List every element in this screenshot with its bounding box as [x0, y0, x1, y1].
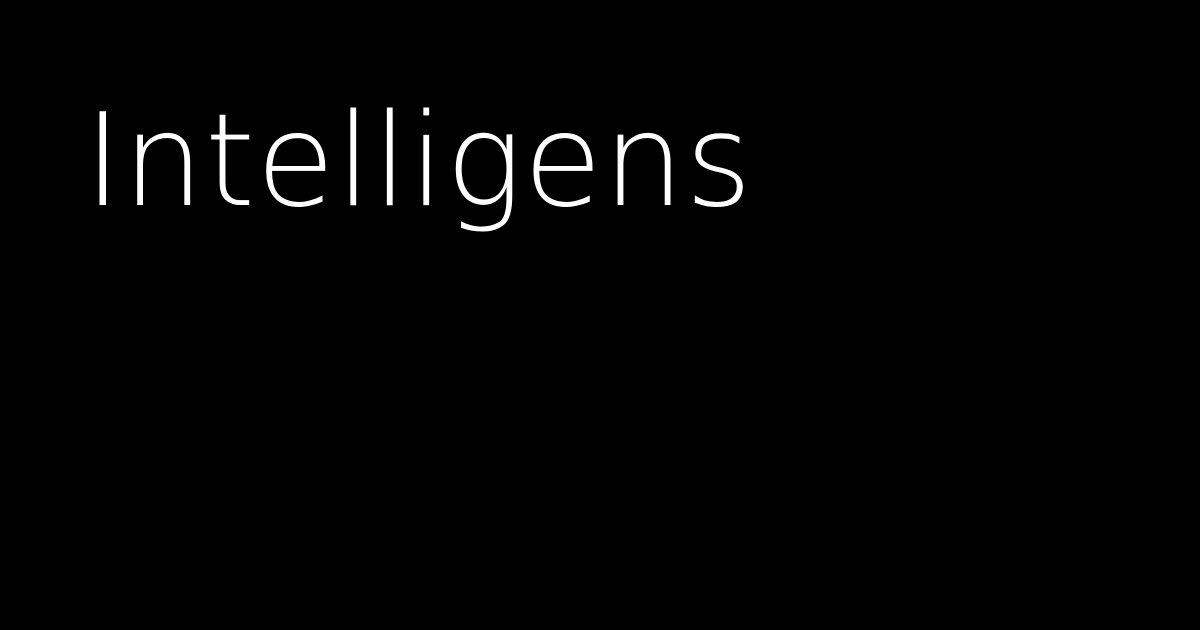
- page-title: Intelligens: [84, 87, 753, 236]
